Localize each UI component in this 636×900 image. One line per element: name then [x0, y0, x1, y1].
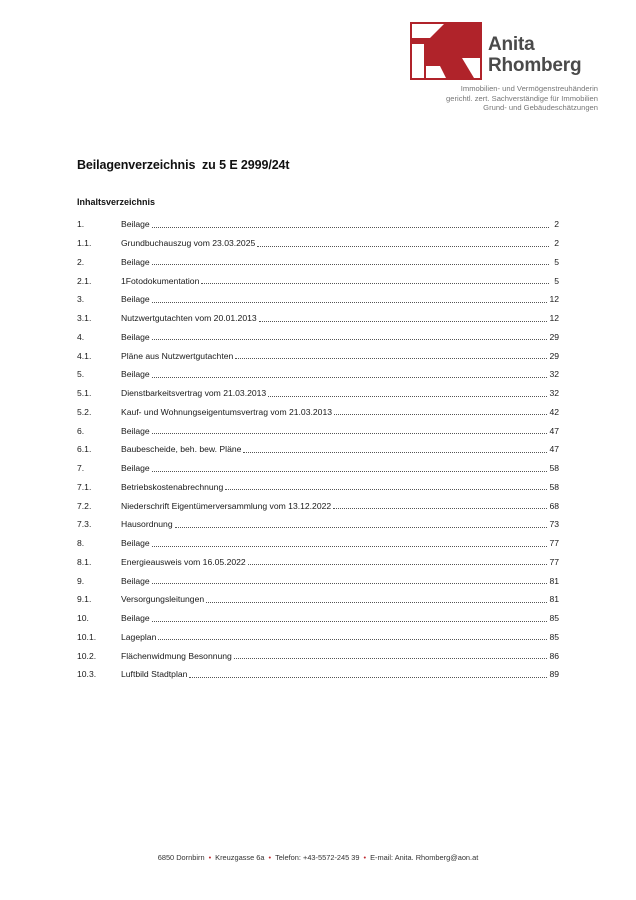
toc-entry-page: 68 — [549, 500, 559, 511]
toc-entry-title: Energieausweis vom 16.05.2022 — [121, 556, 246, 567]
toc-dot-leader — [152, 377, 548, 378]
toc-entry[interactable] — [77, 215, 559, 234]
toc-entry-number: 1.1. — [77, 238, 92, 249]
toc-entry-title: Pläne aus Nutzwertgutachten — [121, 350, 234, 361]
toc-entry[interactable] — [77, 346, 559, 365]
toc-entry-title: Beilage — [121, 538, 150, 549]
toc-entry[interactable] — [77, 309, 559, 328]
table-of-contents — [77, 215, 559, 684]
toc-entry[interactable] — [77, 253, 559, 272]
toc-entry-page: 5 — [554, 256, 559, 267]
toc-entry-title: Flächenwidmung Besonnung — [121, 650, 232, 661]
toc-entry-number: 6. — [77, 425, 85, 436]
toc-dot-leader — [243, 452, 547, 453]
toc-entry-title: Beilage — [121, 256, 150, 267]
toc-entry[interactable] — [77, 628, 559, 647]
toc-entry-number: 5. — [77, 369, 85, 380]
toc-entry-number: 3. — [77, 294, 85, 305]
toc-dot-leader — [268, 396, 547, 397]
toc-entry[interactable] — [77, 534, 559, 553]
toc-entry[interactable] — [77, 609, 559, 628]
logo-name-first: Anita — [488, 34, 535, 55]
toc-dot-leader — [152, 583, 548, 584]
toc-dot-leader — [234, 658, 548, 659]
toc-dot-leader — [333, 508, 547, 509]
toc-entry-title: Grundbuchauszug vom 23.03.2025 — [121, 238, 256, 249]
toc-entry-number: 4. — [77, 331, 85, 342]
toc-dot-leader — [235, 358, 547, 359]
toc-entry-page: 81 — [549, 575, 559, 586]
toc-entry-page: 42 — [549, 406, 559, 417]
toc-entry-title: Betriebskostenabrechnung — [121, 481, 224, 492]
toc-entry-number: 1. — [77, 219, 85, 230]
toc-entry-title: Lageplan — [121, 631, 157, 642]
toc-dot-leader — [189, 677, 547, 678]
toc-entry-page: 2 — [554, 219, 559, 230]
toc-dot-leader — [201, 283, 549, 284]
toc-entry-page: 77 — [549, 556, 559, 567]
toc-entry-number: 10.2. — [77, 650, 97, 661]
logo-subtitle — [398, 84, 598, 113]
toc-dot-leader — [175, 527, 548, 528]
toc-entry-title: 1Fotodokumentation — [121, 275, 200, 286]
toc-entry-number: 7.2. — [77, 500, 92, 511]
toc-dot-leader — [206, 602, 547, 603]
toc-entry-page: 47 — [549, 444, 559, 455]
toc-entry-page: 32 — [549, 369, 559, 380]
toc-entry[interactable] — [77, 440, 559, 459]
toc-entry-number: 5.1. — [77, 388, 92, 399]
toc-dot-leader — [257, 246, 549, 247]
toc-heading: Inhaltsverzeichnis — [77, 197, 156, 207]
toc-entry-page: 89 — [549, 669, 559, 680]
toc-dot-leader — [152, 264, 549, 265]
toc-entry-number: 9. — [77, 575, 85, 586]
logo-subtitle-line: Grund- und Gebäudeschätzungen — [483, 103, 598, 113]
toc-entry-number: 10.1. — [77, 631, 97, 642]
toc-entry-title: Beilage — [121, 575, 150, 586]
toc-entry-title: Luftbild Stadtplan — [121, 669, 188, 680]
toc-entry-number: 3.1. — [77, 313, 92, 324]
toc-dot-leader — [152, 546, 548, 547]
toc-entry-title: Beilage — [121, 331, 150, 342]
toc-entry[interactable] — [77, 515, 559, 534]
toc-dot-leader — [225, 489, 547, 490]
company-logo — [410, 22, 600, 118]
toc-entry-title: Nutzwertgutachten vom 20.01.2013 — [121, 313, 257, 324]
toc-entry[interactable] — [77, 384, 559, 403]
toc-entry-title: Kauf- und Wohnungseigentumsvertrag vom 21.03.2013 — [121, 406, 332, 417]
toc-dot-leader — [152, 621, 548, 622]
toc-entry[interactable] — [77, 328, 559, 347]
toc-entry-number: 7.3. — [77, 519, 92, 530]
toc-entry-number: 2.1. — [77, 275, 92, 286]
toc-entry[interactable] — [77, 234, 559, 253]
toc-entry-title: Versorgungsleitungen — [121, 594, 205, 605]
toc-entry-number: 10. — [77, 613, 89, 624]
toc-entry[interactable] — [77, 665, 559, 684]
toc-dot-leader — [248, 564, 548, 565]
toc-entry-number: 5.2. — [77, 406, 92, 417]
toc-entry-title: Beilage — [121, 294, 150, 305]
toc-entry[interactable] — [77, 365, 559, 384]
toc-entry[interactable] — [77, 553, 559, 572]
toc-entry-number: 9.1. — [77, 594, 92, 605]
toc-entry-number: 7.1. — [77, 481, 92, 492]
bullet-separator-icon: • — [363, 853, 367, 862]
toc-entry-title: Beilage — [121, 369, 150, 380]
toc-entry[interactable] — [77, 271, 559, 290]
toc-entry-page: 81 — [549, 594, 559, 605]
logo-subtitle-line: gerichtl. zert. Sachverständige für Immobilien — [446, 93, 598, 103]
toc-entry-title: Beilage — [121, 425, 150, 436]
logo-subtitle-line: Immobilien- und Vermögenstreuhänderin — [460, 84, 598, 93]
toc-entry[interactable] — [77, 496, 559, 515]
toc-entry-page: 29 — [549, 331, 559, 342]
toc-dot-leader — [158, 639, 547, 640]
toc-entry-page: 86 — [549, 650, 559, 661]
toc-entry[interactable] — [77, 646, 559, 665]
footer-phone: Telefon: +43-5572-245 39 — [275, 853, 360, 862]
toc-entry-title: Dienstbarkeitsvertrag vom 21.03.2013 — [121, 388, 267, 399]
toc-entry-number: 10.3. — [77, 669, 97, 680]
toc-entry-page: 77 — [549, 538, 559, 549]
bullet-separator-icon: • — [208, 853, 212, 862]
toc-entry-title: Baubescheide, beh. bew. Pläne — [121, 444, 242, 455]
logo-name — [488, 34, 581, 76]
toc-entry[interactable] — [77, 478, 559, 497]
toc-dot-leader — [152, 339, 548, 340]
toc-entry[interactable] — [77, 403, 559, 422]
footer-street: Kreuzgasse 6a — [215, 853, 265, 862]
toc-entry-page: 85 — [549, 613, 559, 624]
footer-city: 6850 Dornbirn — [157, 853, 205, 862]
toc-dot-leader — [152, 433, 548, 434]
toc-entry-page: 2 — [554, 238, 559, 249]
toc-entry-page: 29 — [549, 350, 559, 361]
toc-entry-page: 12 — [549, 294, 559, 305]
toc-entry[interactable] — [77, 290, 559, 309]
toc-entry-page: 5 — [554, 275, 559, 286]
toc-entry-page: 58 — [549, 463, 559, 474]
toc-entry-number: 7. — [77, 463, 85, 474]
toc-entry-number: 8. — [77, 538, 85, 549]
toc-entry[interactable] — [77, 590, 559, 609]
toc-dot-leader — [152, 302, 548, 303]
toc-dot-leader — [152, 227, 549, 228]
toc-entry-title: Beilage — [121, 613, 150, 624]
document-title: Beilagenverzeichnis zu 5 E 2999/24t — [77, 158, 290, 172]
toc-entry-page: 12 — [549, 313, 559, 324]
toc-entry-page: 47 — [549, 425, 559, 436]
toc-dot-leader — [334, 414, 547, 415]
toc-dot-leader — [259, 321, 548, 322]
toc-entry-number: 6.1. — [77, 444, 92, 455]
toc-entry-title: Hausordnung — [121, 519, 173, 530]
toc-entry-number: 8.1. — [77, 556, 92, 567]
toc-entry-page: 58 — [549, 481, 559, 492]
toc-entry-title: Niederschrift Eigentümerversammlung vom 13.12.2022 — [121, 500, 332, 511]
toc-entry-page: 73 — [549, 519, 559, 530]
page-footer — [0, 853, 636, 862]
toc-entry-number: 4.1. — [77, 350, 92, 361]
r-logo-icon — [410, 22, 482, 80]
toc-entry-number: 2. — [77, 256, 85, 267]
toc-entry-title: Beilage — [121, 463, 150, 474]
logo-name-last: Rhomberg — [488, 55, 582, 76]
toc-entry[interactable] — [77, 571, 559, 590]
toc-entry[interactable] — [77, 459, 559, 478]
toc-entry[interactable] — [77, 421, 559, 440]
toc-entry-page: 32 — [549, 388, 559, 399]
toc-entry-title: Beilage — [121, 219, 150, 230]
toc-dot-leader — [152, 471, 548, 472]
footer-email: E-mail: Anita. Rhomberg@aon.at — [370, 853, 479, 862]
bullet-separator-icon: • — [268, 853, 272, 862]
toc-entry-page: 85 — [549, 631, 559, 642]
